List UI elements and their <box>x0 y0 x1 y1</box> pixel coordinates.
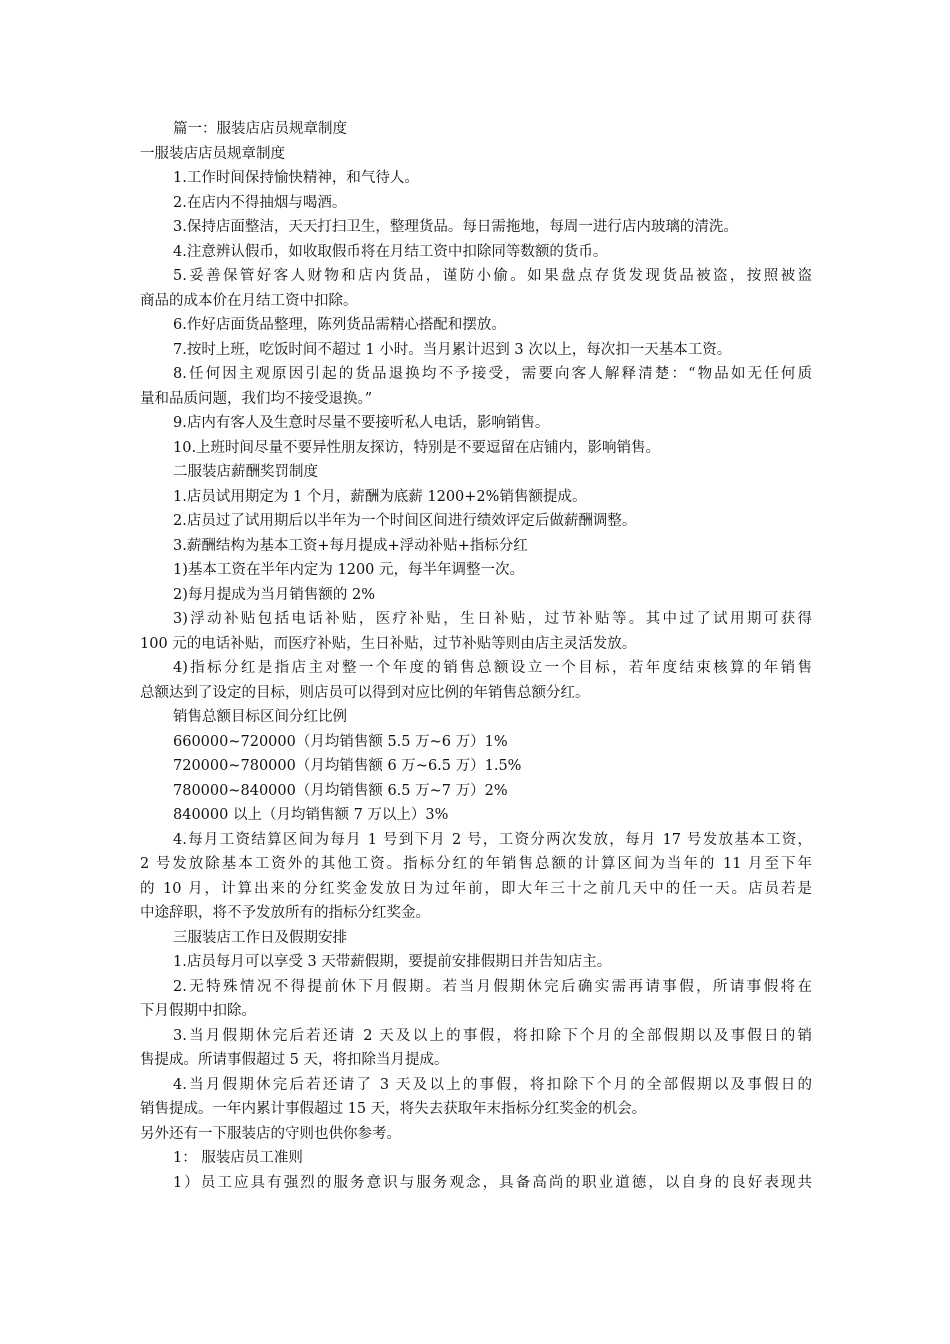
text-line: 中途辞职，将不予发放所有的指标分红奖金。 <box>140 905 430 921</box>
text-line: 2.店员过了试用期后以半年为一个时间区间进行绩效评定后做薪酬调整。 <box>173 513 637 529</box>
text-line: 三服装店工作日及假期安排 <box>173 929 347 946</box>
text-line: 销售提成。一年内累计事假超过 15 天，将失去获取年末指标分红奖金的机会。 <box>140 1101 647 1117</box>
text-line: 7.按时上班，吃饭时间不超过 1 小时。当月累计迟到 3 次以上，每次扣一天基本工资。 <box>173 341 732 358</box>
text-line: 2)每月提成为当月销售额的 2% <box>173 586 375 603</box>
text-line: 的 10 月，计算出来的分红奖金发放日为过年前，即大年三十之前几天中的任一天。店员若是 <box>140 880 812 897</box>
text-line: 8.任何因主观原因引起的货品退换均不予接受，需要向客人解释清楚：“物品如无任何质 <box>173 366 812 382</box>
text-line: 660000~720000（月均销售额 5.5 万~6 万）1% <box>173 733 508 750</box>
text-line: 量和品质问题，我们均不接受退换。” <box>140 390 373 407</box>
text-line: 100 元的电话补贴，而医疗补贴，生日补贴，过节补贴等则由店主灵活发放。 <box>140 635 637 652</box>
text-line: 1.工作时间保持愉快精神，和气待人。 <box>173 170 419 186</box>
text-line: 1）员工应具有强烈的服务意识与服务观念，具备高尚的职业道德，以自身的良好表现共 <box>173 1174 812 1191</box>
text-line: 1.店员试用期定为 1 个月，薪酬为底薪 1200+2%销售额提成。 <box>173 488 587 505</box>
text-line: 4.注意辨认假币，如收取假币将在月结工资中扣除同等数额的货币。 <box>173 243 608 260</box>
text-line: 二服装店薪酬奖罚制度 <box>173 464 318 480</box>
text-line: 3.当月假期休完后若还请 2 天及以上的事假，将扣除下个月的全部假期以及事假日的销 <box>173 1027 812 1044</box>
text-line: 售提成。所请事假超过 5 天，将扣除当月提成。 <box>140 1052 449 1068</box>
text-line: 总额达到了设定的目标，则店员可以得到对应比例的年销售总额分红。 <box>140 684 590 701</box>
text-line: 篇一：服装店店员规章制度 <box>173 121 347 137</box>
text-line: 销售总额目标区间分红比例 <box>173 709 347 725</box>
text-line: 1： 服装店员工准则 <box>173 1150 303 1166</box>
text-line: 4.当月假期休完后若还请了 3 天及以上的事假，将扣除下个月的全部假期以及事假日的 <box>173 1076 812 1093</box>
text-line: 商品的成本价在月结工资中扣除。 <box>140 292 358 309</box>
text-line: 3.保持店面整洁，天天打扫卫生，整理货品。每日需拖地，每周一进行店内玻璃的清洗。 <box>173 219 738 235</box>
text-line: 720000~780000（月均销售额 6 万~6.5 万）1.5% <box>173 758 522 774</box>
text-line: 780000~840000（月均销售额 6.5 万~7 万）2% <box>173 782 508 799</box>
text-line: 2 号发放除基本工资外的其他工资。指标分红的年销售总额的计算区间为当年的 11 月至下年 <box>140 856 812 872</box>
document-body <box>140 117 812 1195</box>
text-line: 10.上班时间尽量不要异性朋友探访，特别是不要逗留在店铺内，影响销售。 <box>173 439 661 456</box>
text-line: 1)基本工资在半年内定为 1200 元，每半年调整一次。 <box>173 562 525 578</box>
text-line: 下月假期中扣除。 <box>140 1003 256 1019</box>
text-line: 3.薪酬结构为基本工资+每月提成+浮动补贴+指标分红 <box>173 537 528 554</box>
text-line: 840000 以上（月均销售额 7 万以上）3% <box>173 807 449 823</box>
text-line: 2.在店内不得抽烟与喝酒。 <box>173 194 347 211</box>
text-line: 1.店员每月可以享受 3 天带薪假期，要提前安排假期日并告知店主。 <box>173 954 612 970</box>
text-line: 5.妥善保管好客人财物和店内货品，谨防小偷。如果盘点存货发现货品被盗，按照被盗 <box>173 268 812 284</box>
text-line: 6.作好店面货品整理，陈列货品需精心搭配和摆放。 <box>173 317 506 333</box>
text-line: 一服装店店员规章制度 <box>140 145 285 162</box>
text-line: 4)指标分红是指店主对整一个年度的销售总额设立一个目标，若年度结束核算的年销售 <box>173 660 812 676</box>
text-line: 另外还有一下服装店的守则也供你参考。 <box>140 1125 401 1142</box>
text-line: 4.每月工资结算区间为每月 1 号到下月 2 号，工资分两次发放，每月 17 号发放基本工资， <box>173 831 812 848</box>
text-line: 9.店内有客人及生意时尽量不要接听私人电话，影响销售。 <box>173 415 550 431</box>
text-line: 3)浮动补贴包括电话补贴，医疗补贴，生日补贴，过节补贴等。其中过了试用期可获得 <box>173 611 812 627</box>
text-line: 2.无特殊情况不得提前休下月假期。若当月假期休完后确实需再请事假，所请事假将在 <box>173 978 812 995</box>
